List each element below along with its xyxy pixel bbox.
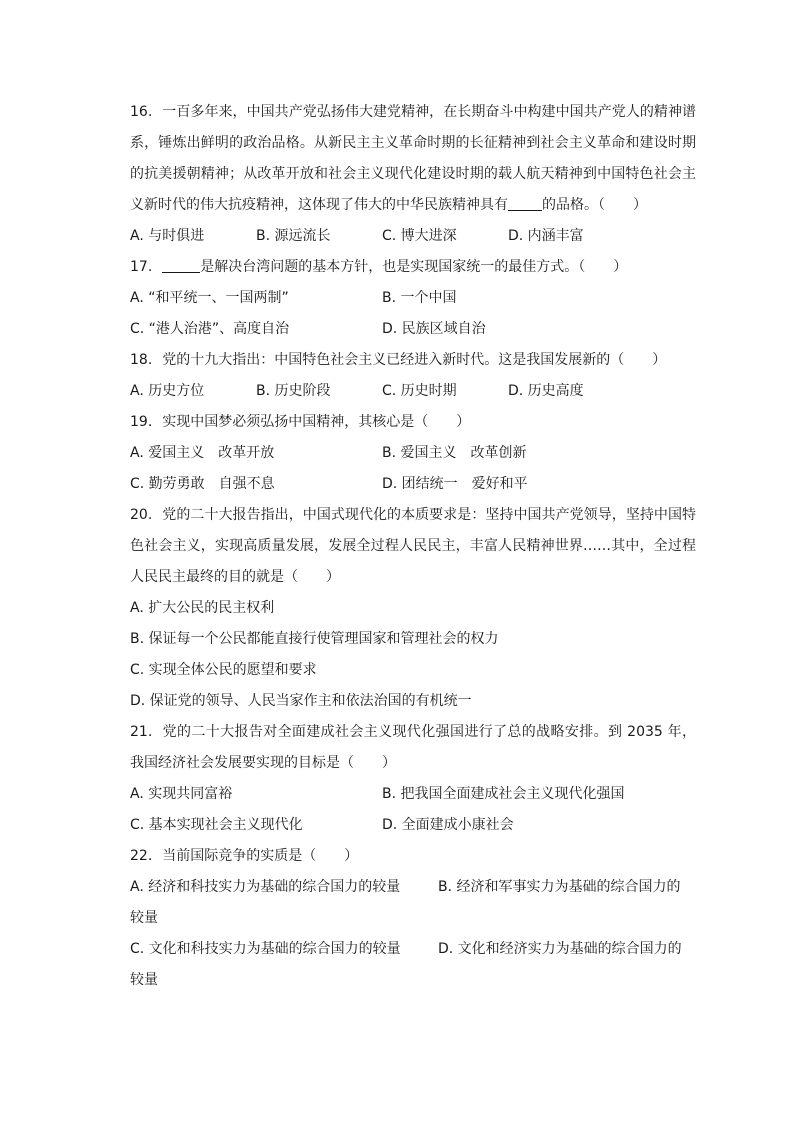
question-stem: 党的十九大指出：中国特色社会主义已经进入新时代。这是我国发展新的（ ） [162,352,667,368]
question-22 [130,841,696,872]
question-stem: 党的二十大报告对全面建成社会主义现代化强国进行了总的战略安排。到 2035 年，我国经济社会发展要实现的目标是（ ） [130,724,696,771]
question-stem: 当前国际竞争的实质是（ ） [162,848,359,864]
option-b[interactable]: B. 历史阶段 [256,383,331,399]
exam-page [130,97,696,996]
question-20 [130,500,696,593]
question-number: 22. [130,848,153,864]
option-c[interactable]: C. “港人治港”、高度自治 [130,321,290,337]
options-21-row1 [130,779,696,810]
option-d-continued: 较量 [130,972,158,988]
option-d[interactable]: D. 历史高度 [508,383,584,399]
option-c[interactable]: C. 历史时期 [382,383,457,399]
options-18 [130,376,696,407]
option-b[interactable]: B. 把我国全面建成社会主义现代化强国 [382,786,625,802]
question-21 [130,717,696,779]
option-b[interactable]: B. 经济和军事实力为基础的综合国力的 [438,879,681,895]
option-a[interactable]: A. 经济和科技实力为基础的综合国力的较量 [130,879,401,895]
question-19 [130,407,696,438]
option-c[interactable]: C. 博大进深 [382,228,457,244]
question-17 [130,252,696,283]
option-a[interactable]: A. “和平统一、一国两制” [130,290,289,306]
option-b[interactable]: B. 保证每一个公民都能直接行使管理国家和管理社会的权力 [130,631,499,647]
option-a[interactable]: A. 扩大公民的民主权利 [130,600,275,616]
fill-blank [162,256,200,273]
option-a[interactable]: A. 与时俱进 [130,228,205,244]
option-b[interactable]: B. 爱国主义 改革创新 [382,445,527,461]
options-17-row1 [130,283,696,314]
question-number: 18. [130,352,153,368]
options-17-row2 [130,314,696,345]
option-c[interactable]: C. 基本实现社会主义现代化 [130,817,303,833]
fill-blank [508,194,542,211]
option-b[interactable]: B. 一个中国 [382,290,457,306]
question-16 [130,97,696,221]
question-18 [130,345,696,376]
question-stem: 实现中国梦必须弘扬中国精神，其核心是（ ） [162,414,471,430]
question-number: 21. [130,724,153,740]
question-stem: 党的二十大报告指出，中国式现代化的本质要求是：坚持中国共产党领导，坚持中国特色社会主义，实现高质量发展，发展全过程人民民主，丰富人民精神世界……其中，全过程人民民主最终的目的就是（ ） [130,507,696,585]
question-stem: 一百多年来，中国共产党弘扬伟大建党精神，在长期奋斗中构建中国共产党人的精神谱系，锤炼出鲜明的政治品格。从新民主主义革命时期的长征精神到社会主义革命和建设时期的抗美援朝精神；从改革开放和社会主义现代化建设时期的载人航天精神到中国特色社会主义新时代的伟大抗疫精神，这体现了伟大的中华民族精神具有 [130,104,696,213]
options-22-row2 [130,934,696,996]
question-stem-tail: 的品格。（ ） [542,197,647,213]
option-a[interactable]: A. 爱国主义 改革开放 [130,445,275,461]
question-number: 17. [130,259,153,275]
options-22-row1 [130,872,696,934]
options-19-row2 [130,469,696,500]
option-c[interactable]: C. 文化和科技实力为基础的综合国力的较量 [130,941,401,957]
option-b[interactable]: B. 源远流长 [256,228,331,244]
option-d[interactable]: D. 民族区域自治 [382,321,486,337]
question-number: 16. [130,104,153,120]
option-d[interactable]: D. 内涵丰富 [508,228,584,244]
option-d[interactable]: D. 全面建成小康社会 [382,817,514,833]
options-21-row2 [130,810,696,841]
option-d[interactable]: D. 团结统一 爱好和平 [382,476,528,492]
option-d[interactable]: D. 保证党的领导、人民当家作主和依法治国的有机统一 [130,693,472,709]
question-number: 20. [130,507,153,523]
options-16 [130,221,696,252]
option-d[interactable]: D. 文化和经济实力为基础的综合国力的 [438,941,682,957]
option-a[interactable]: A. 历史方位 [130,383,205,399]
question-number: 19. [130,414,153,430]
option-a[interactable]: A. 实现共同富裕 [130,786,233,802]
option-b-continued: 较量 [130,910,158,926]
options-19-row1 [130,438,696,469]
question-stem: 是解决台湾问题的基本方针，也是实现国家统一的最佳方式。（ ） [200,259,628,275]
option-c[interactable]: C. 实现全体公民的愿望和要求 [130,662,317,678]
option-c[interactable]: C. 勤劳勇敢 自强不息 [130,476,275,492]
